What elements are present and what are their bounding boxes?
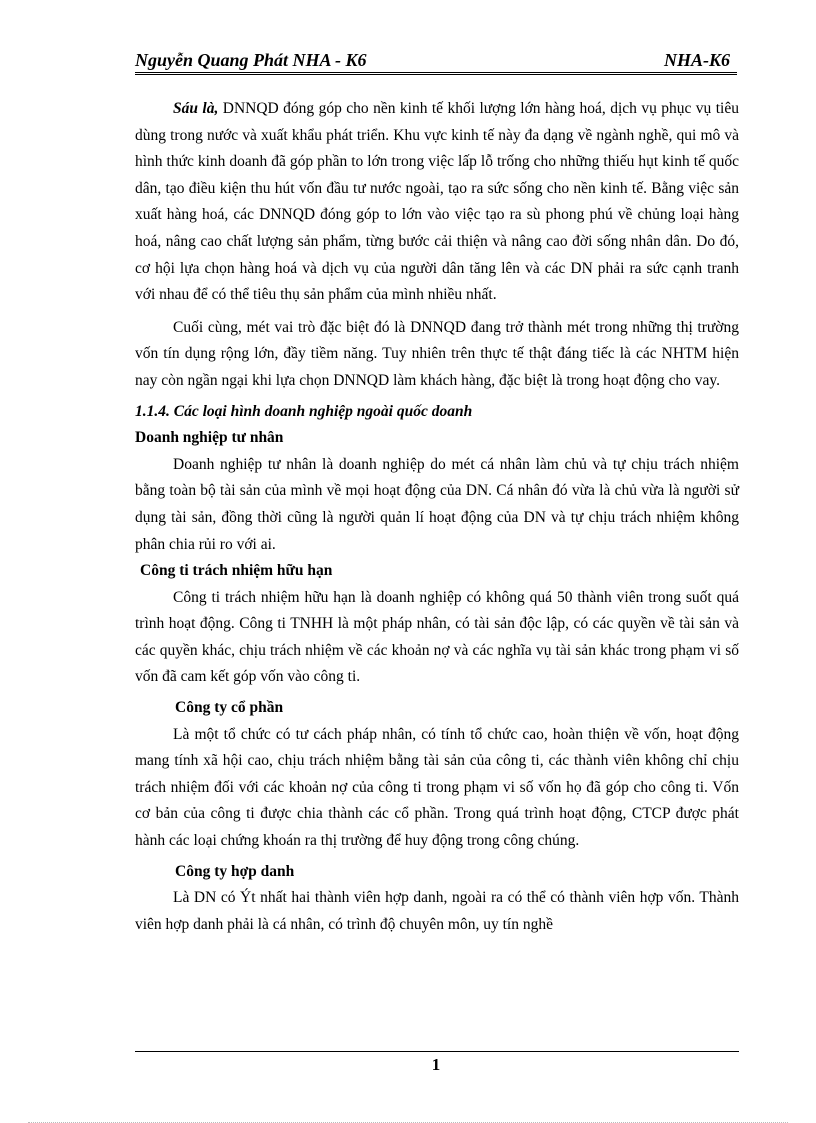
paragraph-joint-stock: Là một tổ chức có tư cách pháp nhân, có tính tổ chức cao, hoàn thiện về vốn, hoạt động mang tính xã hội cao, chịu trách nhiệm bằng tài sản của công ti, các thành viên không chỉ chịu trách nhiệm đối với các khoản nợ của công ti trong phạm vi số vốn họ đã góp cho công ti. Vốn cơ bản của công ti được chia thành các cổ phần. Trong quá trình hoạt động, CTCP được phát hành các loại chứng khoán ra thị trường để huy động trong công chúng. (135, 725, 739, 850)
paragraph-llc: Công ti trách nhiệm hữu hạn là doanh nghiệp có không quá 50 thành viên trong suốt quá trình hoạt động. Công ti TNHH là một pháp nhân, có tài sản độc lập, có các quyền về tài sản và các quyền khác, chịu trách nhiệm về các khoản nợ và các nghĩa vụ tài sản khác trong phạm vi số vốn đã cam kết góp vốn vào công ti. (135, 588, 739, 686)
subheading-joint-stock: Công ty cổ phần (175, 699, 284, 717)
subheading-private-enterprise: Doanh nghiệp tư nhân (135, 429, 284, 447)
page-number: 1 (431, 1055, 441, 1074)
paragraph-cuoi-cung: Cuối cùng, mét vai trò đặc biệt đó là DNNQD đang trở thành mét trong những thị trường vốn tín dụng rộng lớn, đầy tiềm năng. Tuy nhiên trên thực tế thật đáng tiếc là các NHTM hiện nay còn ngần ngại khi lựa chọn DNNQD làm khách hàng, đặc biệt là trong hoạt động cho vay. (135, 318, 739, 389)
subheading-llc: Công ti trách nhiệm hữu hạn (140, 562, 333, 580)
paragraph-lead: Sáu là, (173, 100, 219, 117)
footer-rule (135, 1051, 739, 1052)
paragraph-text: DNNQD đóng góp cho nền kinh tế khối lượng lớn hàng hoá, dịch vụ phục vụ tiêu dùng trong nước và xuất khẩu phát triển. Khu vực kinh tế này đa dạng về ngành nghề, qui mô và hình thức kinh doanh đã góp phần to lớn trong việc lấp lỗ trống cho những thiếu hụt kinh tế quốc dân, tạo điều kiện thu hút vốn đầu tư nước ngoài, tạo ra sức sống cho nền kinh tế. Bằng việc sản xuất hàng hoá, các DNNQD đóng góp to lớn vào việc tạo ra sù phong phú về chủng loại hàng hoá, nâng cao chất lượng sản phẩm, từng bước cải thiện và nâng cao đời sống nhân dân. Do đó, cơ hội lựa chọn hàng hoá và dịch vụ của người dân tăng lên và các DN phải ra sức cạnh tranh với nhau để có thể tiêu thụ sản phẩm của mình nhiều nhất. (135, 100, 739, 304)
header-author: Nguyễn Quang Phát NHA - K6 (135, 50, 367, 70)
paragraph-partnership: Là DN có Ýt nhất hai thành viên hợp danh, ngoài ra có thể có thành viên hợp vốn. Thành viên hợp danh phải là cá nhân, có trình độ chuyên môn, uy tín nghề (135, 889, 739, 933)
subheading-partnership: Công ty hợp danh (175, 862, 295, 880)
section-heading: 1.1.4. Các loại hình doanh nghiệp ngoài quốc doanh (135, 402, 473, 420)
page-body (135, 96, 739, 938)
paragraph-sau-la (135, 96, 739, 309)
header-class-code: NHA-K6 (663, 50, 730, 70)
header-rule (135, 72, 737, 75)
paragraph-private-enterprise: Doanh nghiệp tư nhân là doanh nghiệp do mét cá nhân làm chủ và tự chịu trách nhiệm bằng toàn bộ tài sản của mình về mọi hoạt động của DN. Cá nhân đó vừa là chủ vừa là người sử dụng tài sản, đồng thời cũng là người quản lí hoạt động của DN và tự chịu trách nhiệm không phân chia rủi ro với ai. (135, 455, 739, 553)
